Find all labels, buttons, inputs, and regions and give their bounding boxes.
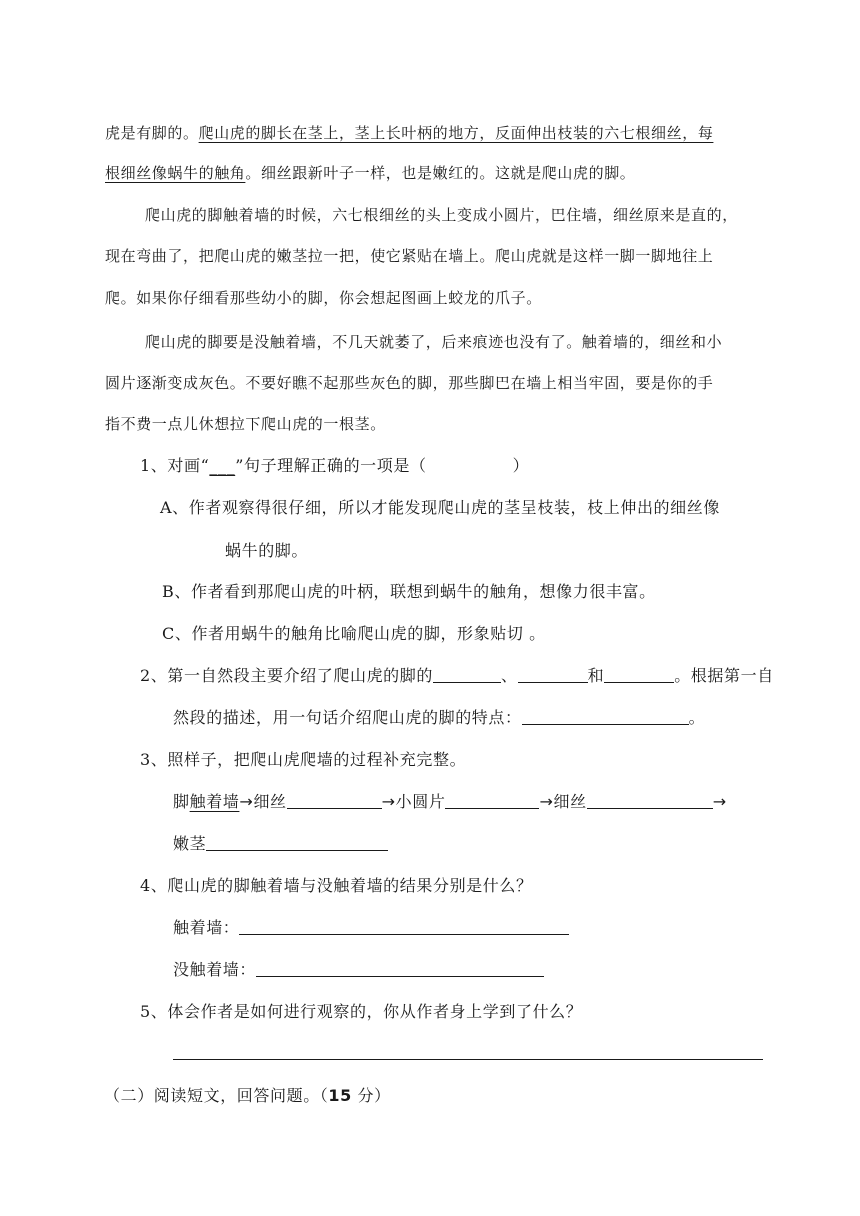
section-2-points: 15 bbox=[328, 1086, 352, 1105]
answer-line[interactable] bbox=[173, 1059, 763, 1060]
question-1-prefix: 1、对画“ bbox=[140, 456, 210, 475]
chain-silk: 细丝 bbox=[253, 792, 287, 811]
fill-blank-4[interactable] bbox=[522, 708, 689, 725]
process-chain-line2 bbox=[173, 833, 388, 855]
passage-p2-line2: 现在弯曲了，把爬山虎的嫩茎拉一把，使它紧贴在墙上。爬山虎就是这样一脚一脚地往上 bbox=[105, 247, 714, 265]
question-1 bbox=[140, 455, 529, 477]
passage-text: 虎是有脚的。 bbox=[105, 124, 199, 142]
arrow-icon: → bbox=[712, 792, 727, 811]
fill-blank-7[interactable] bbox=[587, 792, 713, 809]
option-c: C、作者用蜗牛的触角比喻爬山虎的脚，形象贴切 。 bbox=[162, 624, 546, 643]
fill-blank-8[interactable] bbox=[206, 834, 388, 851]
chain-stem: 嫩茎 bbox=[173, 834, 207, 853]
chain-foot: 脚 bbox=[173, 792, 190, 811]
chain-touch-wall: 触着墙 bbox=[189, 792, 240, 811]
fill-blank-3[interactable] bbox=[604, 666, 674, 683]
question-3: 3、照样子，把爬山虎爬墙的过程补充完整。 bbox=[140, 750, 467, 769]
option-b: B、作者看到那爬山虎的叶柄，联想到蜗牛的触角，想像力很丰富。 bbox=[162, 582, 656, 601]
chain-silk: 细丝 bbox=[553, 792, 587, 811]
question-2-text: 。根据第一自 bbox=[674, 666, 774, 685]
separator: 和 bbox=[587, 666, 605, 685]
question-1-suffix: ”句子理解正确的一项是（ bbox=[235, 456, 427, 475]
section-2-heading bbox=[104, 1085, 391, 1107]
fill-blank-5[interactable] bbox=[287, 792, 382, 809]
option-a-line2: 蜗牛的脚。 bbox=[225, 541, 309, 560]
question-2-text: 2、第一自然段主要介绍了爬山虎的脚的 bbox=[140, 666, 433, 685]
no-touch-label: 没触着墙： bbox=[173, 960, 257, 979]
question-1-close: ） bbox=[512, 456, 530, 475]
underlined-sentence: 爬山虎的脚长在茎上，茎上长叶柄的地方，反面伸出枝装的六七根细丝，每 bbox=[198, 124, 714, 142]
passage-p3-line3: 指不费一点儿休想拉下爬山虎的一根茎。 bbox=[105, 415, 386, 433]
fill-blank-10[interactable] bbox=[256, 960, 544, 977]
arrow-icon: → bbox=[239, 792, 254, 811]
answer-no-touch bbox=[173, 959, 544, 981]
passage-p3-line2: 圆片逐渐变成灰色。不要好瞧不起那些灰色的脚，那些脚巴在墙上相当牢固，要是你的手 bbox=[105, 374, 714, 392]
period: 。 bbox=[688, 708, 706, 727]
arrow-icon: → bbox=[381, 792, 396, 811]
passage-p3-line1: 爬山虎的脚要是没触着墙，不几天就萎了，后来痕迹也没有了。触着墙的，细丝和小 bbox=[145, 333, 723, 351]
question-2-line2 bbox=[173, 707, 705, 729]
passage-p1-line1 bbox=[105, 122, 713, 144]
section-2-suffix: 分） bbox=[351, 1086, 391, 1105]
question-4: 4、爬山虎的脚触着墙与没触着墙的结果分别是什么？ bbox=[140, 876, 533, 895]
passage-text: 。细丝跟新叶子一样，也是嫩红的。这就是爬山虎的脚。 bbox=[245, 164, 636, 182]
option-a-line1: A、作者观察得很仔细，所以才能发现爬山虎的茎呈枝装，枝上伸出的细丝像 bbox=[160, 498, 720, 517]
process-chain bbox=[173, 791, 727, 813]
question-5: 5、体会作者是如何进行观察的，你从作者身上学到了什么？ bbox=[140, 1002, 583, 1021]
fill-blank-1[interactable] bbox=[433, 666, 501, 683]
touch-wall-label: 触着墙： bbox=[173, 918, 240, 937]
underlined-sentence: 根细丝像蜗牛的触角 bbox=[105, 164, 246, 182]
fill-blank-6[interactable] bbox=[445, 792, 539, 809]
passage-p2-line3: 爬。如果你仔细看那些幼小的脚，你会想起图画上蛟龙的爪子。 bbox=[105, 289, 542, 307]
arrow-icon: → bbox=[539, 792, 554, 811]
passage-p2-line1: 爬山虎的脚触着墙的时候，六七根细丝的头上变成小圆片，巴住墙，细丝原来是直的， bbox=[145, 206, 738, 224]
question-2 bbox=[140, 665, 774, 687]
chain-disc: 小圆片 bbox=[395, 792, 446, 811]
fill-blank-2[interactable] bbox=[518, 666, 588, 683]
passage-p1-line2 bbox=[105, 162, 635, 184]
underline-mark: ___ bbox=[209, 456, 236, 475]
question-2-text: 然段的描述，用一句话介绍爬山虎的脚的特点： bbox=[173, 708, 522, 727]
answer-touch-wall bbox=[173, 917, 569, 939]
fill-blank-9[interactable] bbox=[239, 918, 569, 935]
section-2-title: （二）阅读短文，回答问题。（ bbox=[104, 1086, 329, 1105]
separator: 、 bbox=[500, 666, 518, 685]
